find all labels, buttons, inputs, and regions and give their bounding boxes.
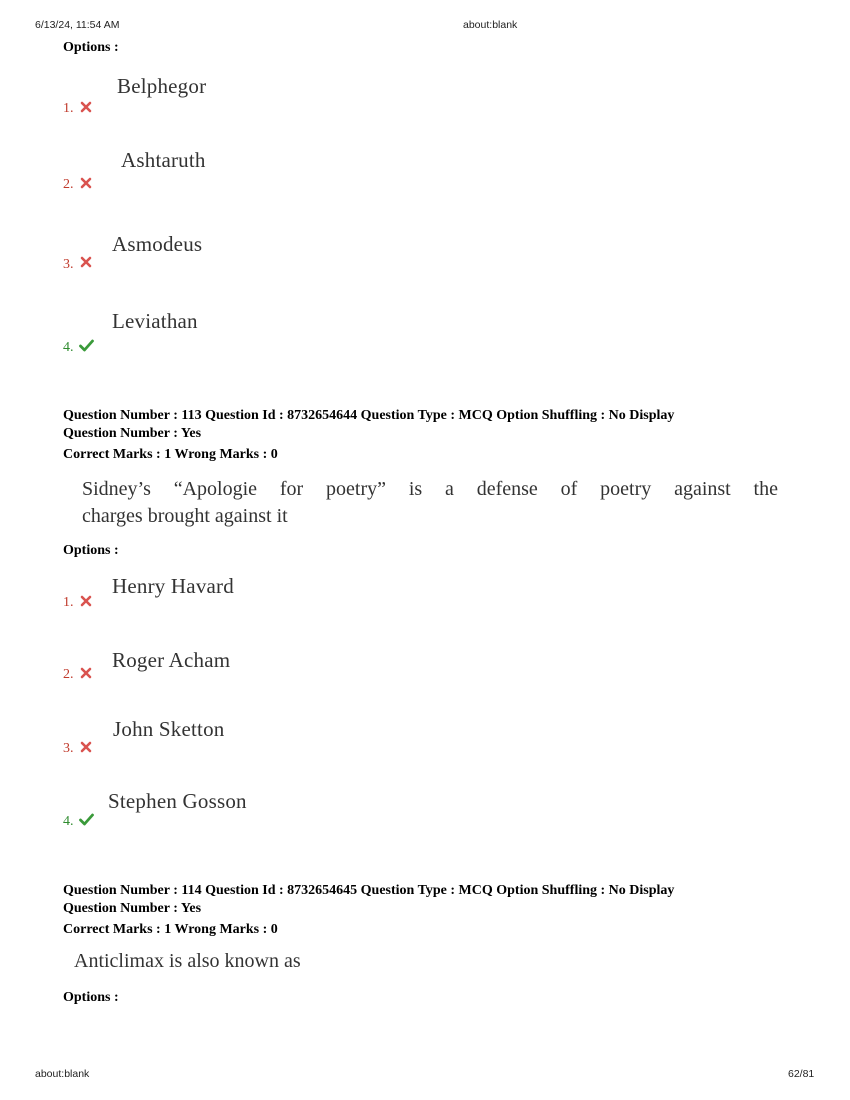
marks-info: Correct Marks : 1 Wrong Marks : 0	[63, 922, 278, 937]
wrong-cross-icon	[80, 741, 92, 753]
correct-check-icon	[79, 339, 94, 352]
option-number: 4.	[63, 340, 74, 355]
print-datetime: 6/13/24, 11:54 AM	[35, 19, 120, 31]
wrong-cross-icon	[80, 595, 92, 607]
options-label: Options :	[63, 990, 119, 1005]
option-number: 2.	[63, 667, 74, 682]
question-text-line: charges brought against it	[82, 505, 288, 527]
question-meta-line2: Question Number : Yes	[63, 426, 202, 441]
question-text-line: Sidney’s “Apologie for poetry” is a defense of poetry against the	[82, 478, 778, 500]
option-text: Asmodeus	[112, 232, 203, 256]
question-meta-line2: Question Number : Yes	[63, 901, 202, 916]
print-title: about:blank	[463, 19, 518, 31]
option-text: John Sketton	[113, 717, 225, 741]
wrong-cross-icon	[80, 101, 92, 113]
print-url: about:blank	[35, 1068, 90, 1080]
wrong-cross-icon	[80, 256, 92, 268]
question-text: Anticlimax is also known as	[74, 950, 301, 972]
option-number: 1.	[63, 101, 74, 116]
option-text: Ashtaruth	[121, 148, 206, 172]
option-text: Stephen Gosson	[108, 789, 247, 813]
correct-check-icon	[79, 813, 94, 826]
option-number: 1.	[63, 595, 74, 610]
options-label: Options :	[63, 40, 119, 55]
wrong-cross-icon	[80, 667, 92, 679]
option-text: Roger Acham	[112, 648, 231, 672]
option-text: Belphegor	[117, 74, 207, 98]
question-meta: Question Number : 114 Question Id : 8732654645 Question Type : MCQ Option Shuffling : No Display	[63, 883, 675, 898]
option-number: 3.	[63, 741, 74, 756]
options-label: Options :	[63, 543, 119, 558]
option-text: Leviathan	[112, 309, 198, 333]
page-number: 62/81	[788, 1068, 815, 1080]
option-text: Henry Havard	[112, 574, 234, 598]
question-text	[82, 476, 778, 530]
question-meta: Question Number : 113 Question Id : 8732654644 Question Type : MCQ Option Shuffling : No Display	[63, 408, 675, 423]
option-number: 3.	[63, 257, 74, 272]
wrong-cross-icon	[80, 177, 92, 189]
marks-info: Correct Marks : 1 Wrong Marks : 0	[63, 447, 278, 462]
option-number: 4.	[63, 814, 74, 829]
option-number: 2.	[63, 177, 74, 192]
